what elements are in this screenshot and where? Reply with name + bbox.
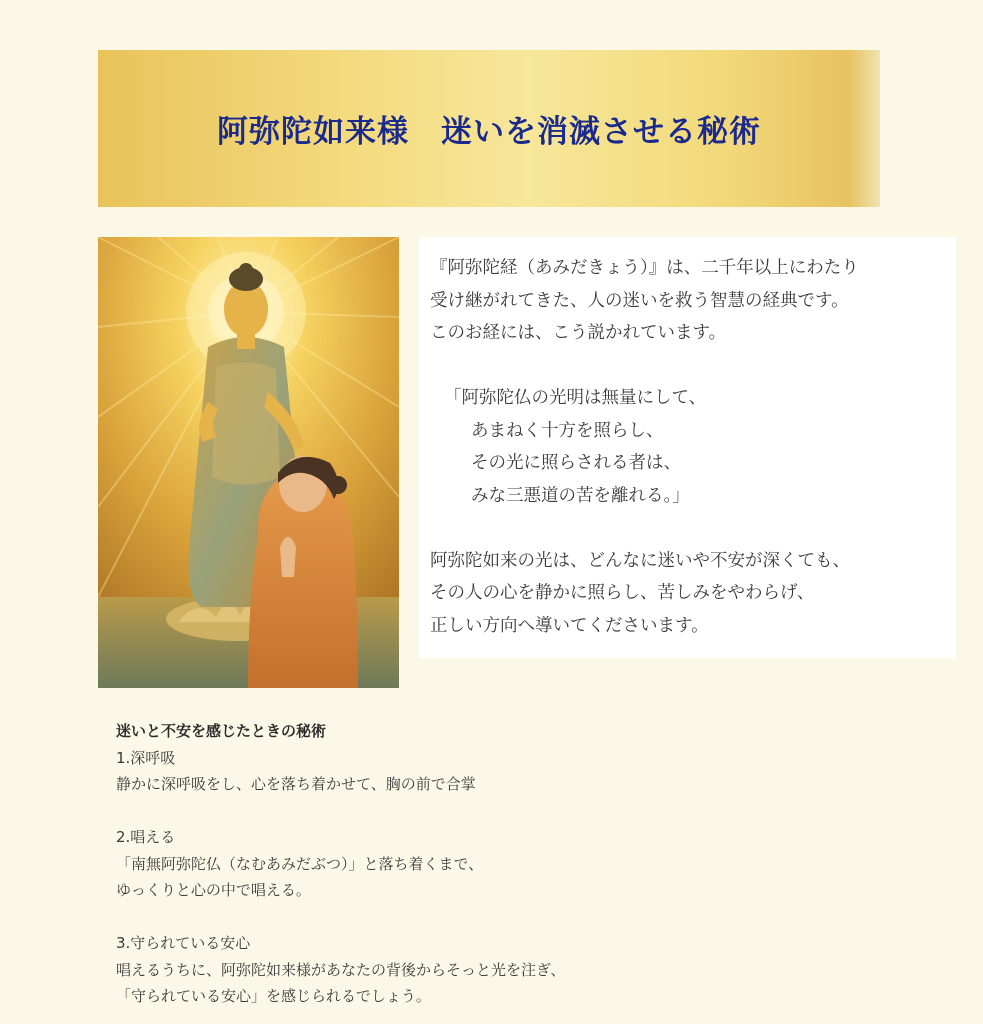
sutra-quote-line: 「阿弥陀仏の光明は無量にして、 [444,388,707,408]
step-text: 静かに深呼吸をし、心を落ち着かせて、胸の前で合掌 [116,775,476,793]
intro-line: 受け継がれてきた、人の迷いを救う智慧の経典です。 [430,290,849,311]
step-text: 「守られている安心」を感じられるでしょう。 [116,987,431,1005]
explanation-line: 正しい方向へ導いてくださいます。 [430,615,709,636]
section-heading: 迷いと不安を感じたときの秘術 [116,722,327,740]
explanation-line: その人の心を静かに照らし、苦しみをやわらげ、 [430,583,815,603]
sutra-quote-line: みな三悪道の苦を離れる。」 [471,485,690,506]
intro-text-box [419,237,956,658]
sutra-quote-line: その光に照らされる者は、 [471,453,681,473]
step-title: 1.深呼吸 [116,748,176,767]
explanation-line: 阿弥陀如来の光は、どんなに迷いや不安が深くても、 [430,550,850,571]
sutra-quote-line: あまねく十方を照らし、 [471,420,664,441]
title-banner [98,50,880,207]
step-text: 「南無阿弥陀仏（なむあみだぶつ）」と落ち着くまで、 [116,854,484,873]
step-title: 2.唱える [116,828,176,846]
step-text: ゆっくりと心の中で唱える。 [116,881,311,899]
intro-line: 『阿弥陀経（あみだきょう）』は、二千年以上にわたり [430,258,859,278]
secret-method-section [116,718,936,1010]
step-text: 唱えるうちに、阿弥陀如来様があなたの背後からそっと光を注ぎ、 [116,960,566,979]
amida-buddha-illustration [98,237,399,688]
intro-line: このお経には、こう説かれています。 [430,323,727,343]
page-title: 阿弥陀如来様 迷いを消滅させる秘術 [217,114,761,150]
step-title: 3.守られている安心 [116,934,251,952]
